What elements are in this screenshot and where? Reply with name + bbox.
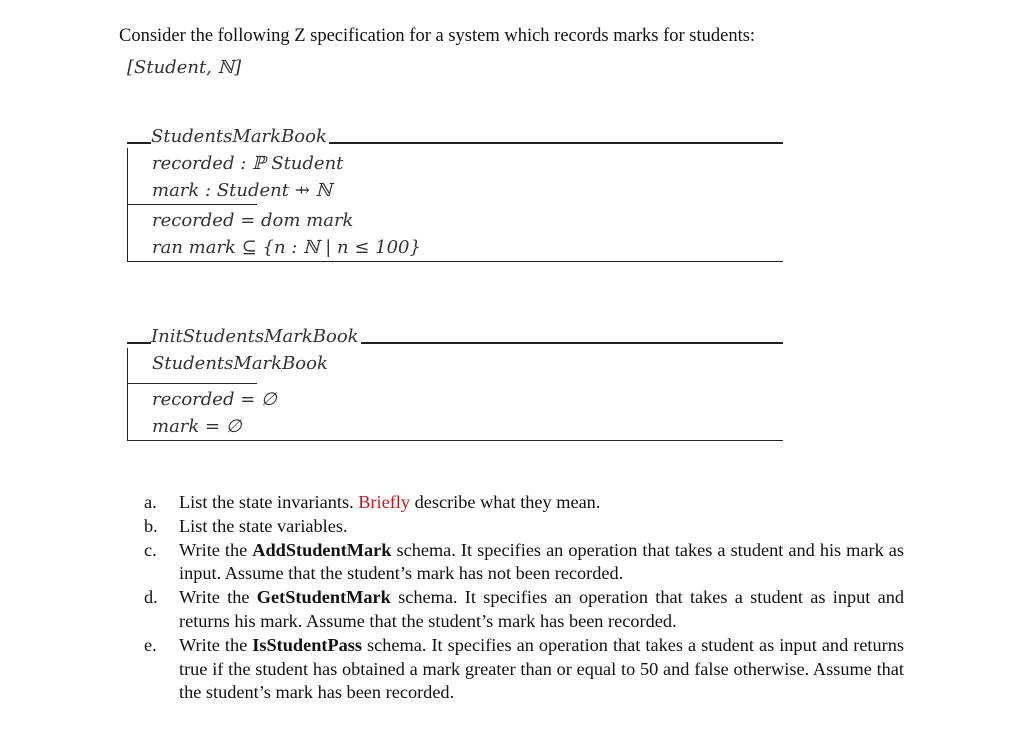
- question-d: d. Write the GetStudentMark schema. It specifies an operation that takes a student as input and returns his mark. Assume that the student’s mark has been recorded.: [144, 587, 905, 631]
- schema-title: InitStudentsMarkBook: [151, 326, 359, 347]
- predicate-recorded-empty: recorded = ∅: [152, 389, 277, 410]
- schema-title: StudentsMarkBook: [151, 126, 327, 147]
- predicate-mark-empty: mark = ∅: [152, 416, 242, 437]
- declaration-mark: mark : Student ⇸ ℕ: [152, 180, 332, 201]
- schema-name-bold: IsStudentPass: [252, 634, 363, 655]
- schema-students-mark-book: [127, 128, 783, 262]
- question-list: [144, 491, 904, 705]
- schema-bottom-line: [127, 261, 783, 262]
- predicate-recorded-dom: recorded = dom mark: [152, 210, 354, 231]
- schema-bottom-line: [127, 440, 783, 441]
- declaration-include: StudentsMarkBook: [152, 353, 328, 374]
- declaration-recorded: recorded : ℙ Student: [152, 153, 344, 174]
- highlight-word: Briefly: [358, 492, 411, 512]
- intro-text: Consider the following Z specification for a system which records marks for students:: [119, 26, 756, 46]
- question-b: b. List the state variables.: [144, 515, 348, 536]
- question-a: a. List the state invariants. Briefly describe what they mean.: [144, 492, 601, 512]
- schema-init-students-mark-book: [127, 328, 783, 441]
- schema-name-bold: AddStudentMark: [252, 539, 392, 560]
- question-e: e. Write the IsStudentPass schema. It specifies an operation that takes a student as input and returns true if the student has obtained a mark greater than or equal to 50 and false otherwise. Assume that the student’s mark has been recorded.: [144, 634, 904, 703]
- schema-name-bold: GetStudentMark: [256, 587, 391, 608]
- predicate-ran-mark: ran mark ⊆ {n : ℕ | n ≤ 100}: [152, 237, 421, 258]
- question-c: c. Write the AddStudentMark schema. It specifies an operation that takes a student and his mark as input. Assume that the student’s mark has not been recorded.: [144, 539, 904, 584]
- given-sets: [Student, ℕ]: [127, 57, 242, 78]
